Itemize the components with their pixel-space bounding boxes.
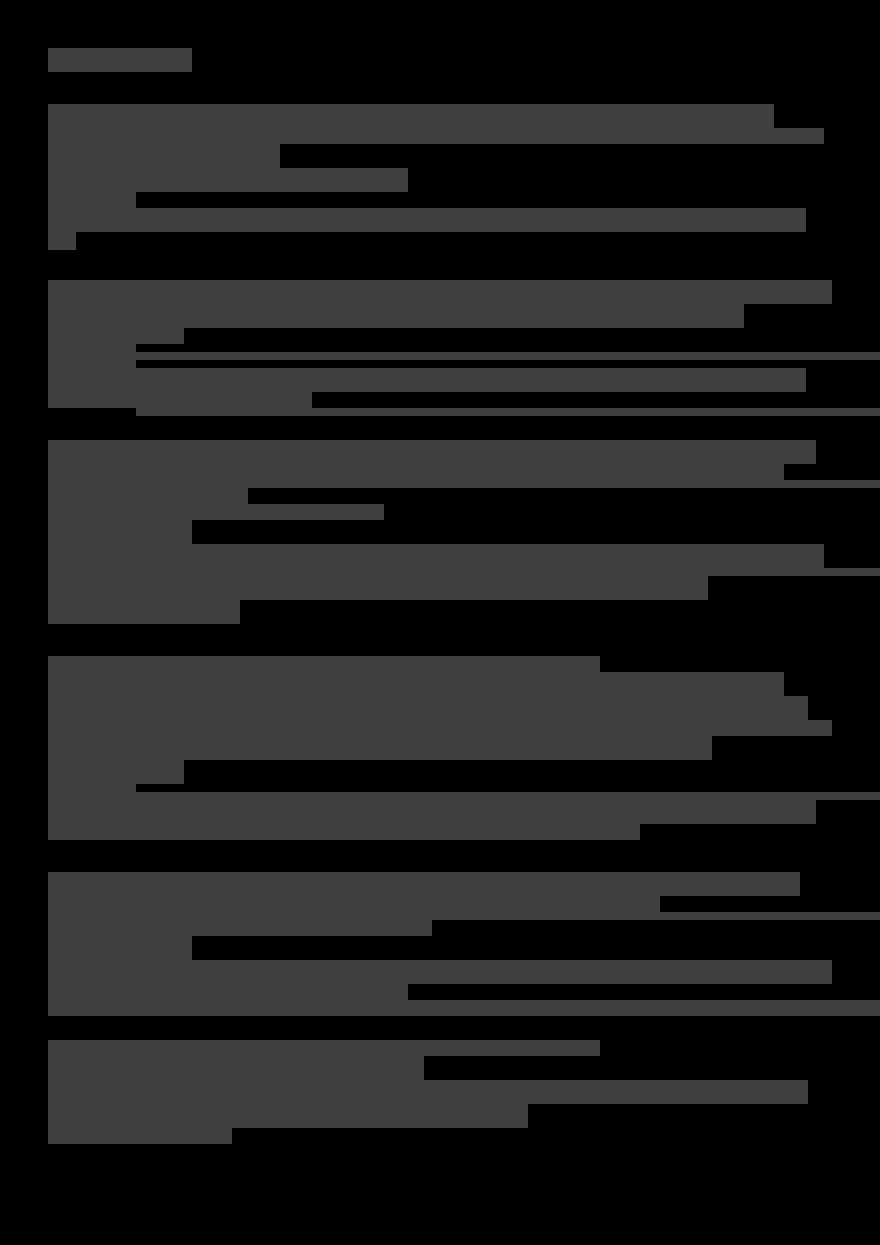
redacted-text-line — [48, 784, 136, 792]
redacted-text-line — [48, 128, 824, 144]
redacted-text-line — [48, 912, 880, 920]
redacted-text-line — [48, 144, 280, 168]
redacted-text-line — [48, 896, 660, 912]
redacted-text-line — [48, 800, 816, 824]
redacted-text-line — [136, 352, 880, 360]
redacted-text-line — [48, 872, 800, 896]
redacted-text-line — [48, 304, 744, 328]
redacted-title — [48, 48, 192, 72]
redacted-text-line — [48, 104, 774, 128]
redacted-text-line — [48, 936, 192, 960]
redacted-text-line — [48, 1104, 528, 1128]
redacted-text-line — [48, 544, 824, 568]
redacted-text-line — [48, 520, 192, 544]
redacted-text-line — [48, 208, 806, 232]
redacted-text-line — [48, 328, 184, 344]
redacted-text-line — [48, 824, 640, 840]
redacted-text-line — [48, 568, 880, 576]
redacted-text-line — [48, 504, 384, 520]
redacted-text-line — [48, 1080, 808, 1104]
redacted-text-line — [48, 360, 136, 368]
redacted-text-line — [48, 232, 76, 250]
redacted-text-line — [48, 792, 880, 800]
redacted-text-line — [48, 1128, 232, 1144]
redacted-text-line — [48, 576, 708, 600]
redacted-text-line — [48, 736, 712, 760]
redacted-text-line — [48, 696, 808, 720]
redacted-text-line — [48, 960, 832, 984]
redacted-text-line — [48, 720, 832, 736]
redacted-text-line — [48, 280, 832, 304]
redacted-text-line — [48, 368, 806, 392]
redacted-text-line — [48, 344, 136, 360]
redacted-text-line — [48, 464, 784, 480]
redacted-text-line — [48, 1056, 424, 1080]
redacted-text-line — [48, 920, 432, 936]
redacted-text-line — [48, 672, 784, 696]
redacted-text-line — [136, 408, 880, 416]
redacted-text-line — [48, 1000, 880, 1016]
redacted-text-line — [248, 480, 880, 488]
redacted-text-line — [48, 392, 312, 408]
redacted-text-line — [48, 440, 816, 464]
redacted-text-line — [48, 600, 240, 624]
redacted-text-line — [48, 984, 408, 1000]
redacted-text-line — [48, 168, 408, 192]
redacted-text-line — [48, 1040, 600, 1056]
redacted-text-line — [48, 192, 136, 208]
redacted-text-line — [48, 480, 248, 504]
redacted-text-line — [48, 656, 600, 672]
redacted-text-line — [48, 760, 184, 784]
